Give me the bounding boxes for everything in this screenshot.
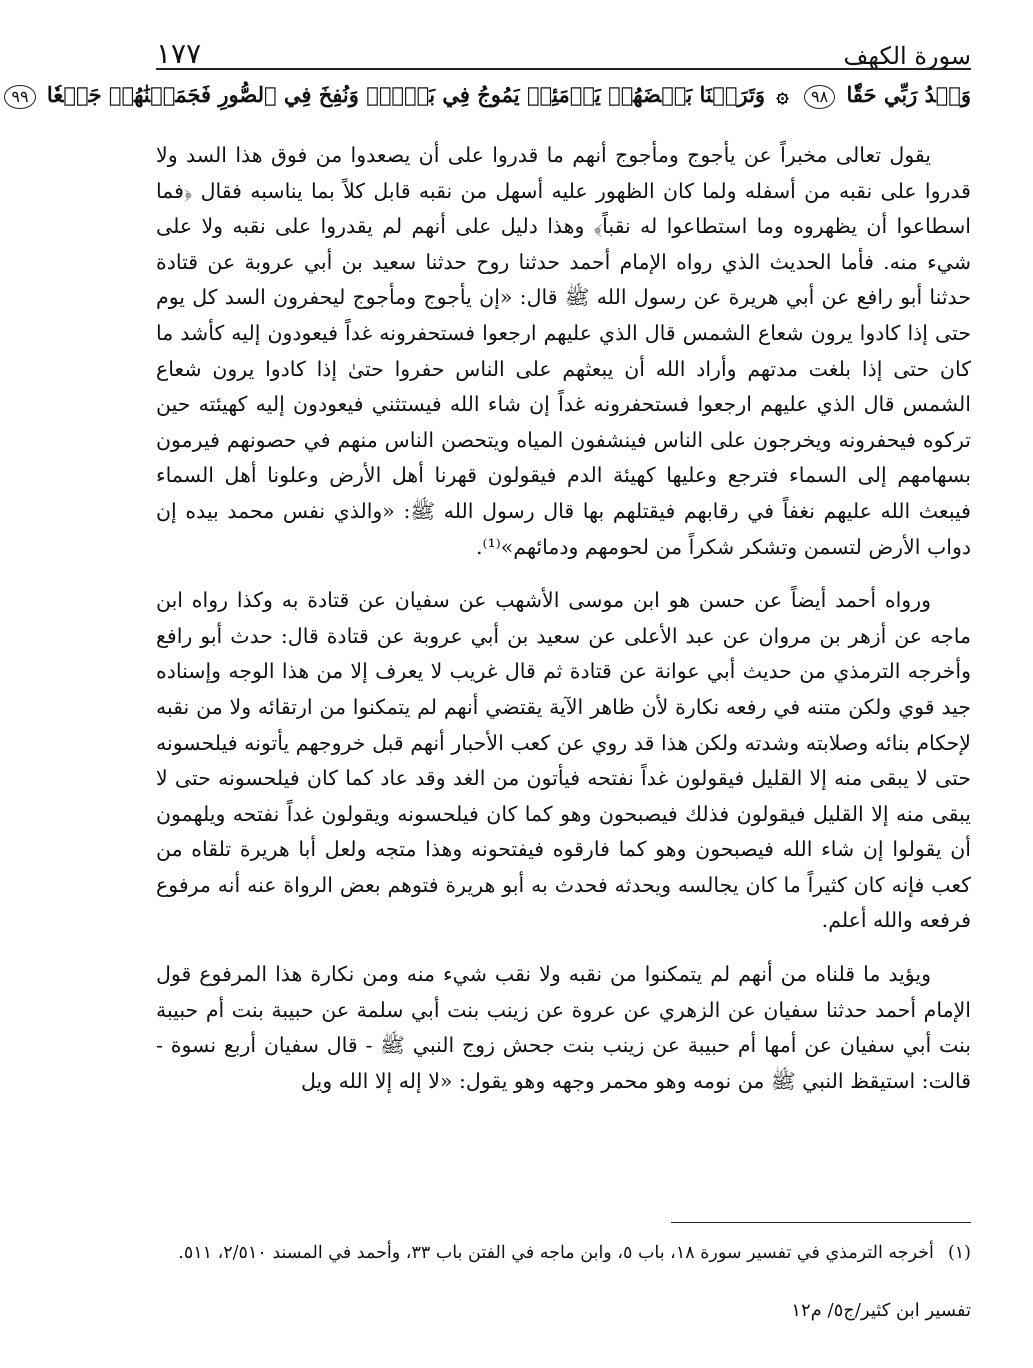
quran-verse-line <box>11 76 971 114</box>
page-footer-signature: تفسير ابن كثير/ج٥/ م١٢ <box>791 1300 971 1321</box>
verse-number-marker: ٩٨ <box>804 85 835 109</box>
page-number: ١٧٧ <box>156 37 202 70</box>
rub-el-hizb-icon: ۞ <box>776 82 789 107</box>
verse-text-part-1: وَعۡدُ رَبِّي حَقّٗا <box>846 82 971 107</box>
paragraph: ورواه أحمد أيضاً عن حسن هو ابن موسى الأشهب عن سفيان عن قتادة به وكذا رواه ابن ماجه عن أزهر بن مروان عن عبد الأعلى عن سعيد بن أبي عروبة عن قتادة قال: حدث أبو رافع وأخرجه الترمذي من حديث أبي عوانة عن قتادة ثم قال غريب لا يعرف إلا من هذا الوجه وإسناده جيد قوي ولكن متنه في رفعه نكارة لأن ظاهر الآية يقتضي أنهم لم يتمكنوا من ارتقائه ولا من نقبه لإحكام بنائه وصلابته وشدته ولكن هذا قد روي عن كعب الأحبار أنهم قبل خروجهم يأتونه فيلحسونه حتى لا يبقى منه إلا القليل فيقولون غداً نفتحه فيأتون من الغد وقد عاد كما كان فيلحسونه حتى لا يبقى منه إلا القليل فيقولون فذلك فيصبحون وهو كما كان فيلحسونه ويقولون غداً نفتحه ويلهمون أن يقولوا إن شاء الله فيصبحون وهو كما فارقوه فيفتحونه وهذا متجه ولعل أبا هريرة تلقاه من كعب فإنه كان كثيراً ما كان يجالسه ويحدثه فحدث به أبو هريرة فتوهم بعض الرواة عنه أنه مرفوع فرفعه والله أعلم. <box>156 588 971 933</box>
book-page <box>11 0 972 1368</box>
verse-text-part-2: وَتَرَكۡنَا بَعۡضَهُمۡ يَوۡمَئِذٖ يَمُوجُ فِي بَعۡضٖۖ وَنُفِخَ فِي ٱلصُّورِ فَجَمَعۡنَٰهُمۡ جَمۡعٗا <box>46 82 766 107</box>
commentary-body <box>156 138 971 1099</box>
footnote-marker: (١) <box>947 1243 971 1263</box>
paragraph: ويؤيد ما قلناه من أنهم لم يتمكنوا من نقبه ولا نقب شيء منه ومن نكارة هذا المرفوع قول الإمام أحمد حدثنا سفيان عن الزهري عن عروة عن زينب بنت أبي سلمة عن حبيبة بنت أم حبيبة بنت أبي سفيان عن أمها أم حبيبة عن زينب بنت جحش زوج النبي ﷺ - قال سفيان أربع نسوة - قالت: استيقظ النبي ﷺ من نومه وهو محمر وجهه وهو يقول: «لا إله إلا الله ويل <box>156 962 971 1093</box>
surah-title: سورة الكهف <box>843 42 971 70</box>
header-divider <box>156 68 971 70</box>
footnote-text: أخرجه الترمذي في تفسير سورة ١٨، باب ٥، وابن ماجه في الفتن باب ٣٣، وأحمد في المسند ٢/٥١٠، ٥١١. <box>178 1243 934 1263</box>
footnote-divider <box>671 1222 971 1223</box>
page-header <box>156 28 971 68</box>
footnote <box>156 1236 971 1270</box>
verse-number-marker: ٩٩ <box>4 85 35 109</box>
paragraph: يقول تعالى مخبراً عن يأجوج ومأجوج أنهم ما قدروا على أن يصعدوا من فوق هذا السد ولا قدروا على نقبه من أسفله ولما كان الظهور عليه أسهل من نقبه قابل كلاً بما يناسبه فقال ﴿فما اسطاعوا أن يظهروه وما استطاعوا له نقباً﴾ وهذا دليل على أنهم لم يقدروا على نقبه ولا على شيء منه. فأما الحديث الذي رواه الإمام أحمد حدثنا روح حدثنا سعيد بن أبي عروبة عن قتادة حدثنا أبو رافع عن أبي هريرة عن رسول الله ﷺ قال: «إن يأجوج ومأجوج ليحفرون السد كل يوم حتى إذا كادوا يرون شعاع الشمس قال الذي عليهم ارجعوا فستحفرونه غداً فيعودون إليه كأشد ما كان حتى إذا بلغت مدتهم وأراد الله أن يبعثهم على الناس حفروا حتىٰ إذا كادوا يرون شعاع الشمس قال الذي عليهم ارجعوا فستحفرونه غداً إن شاء الله فيستثني فيعودون إليه كهيئته حين تركوه فيحفرونه ويخرجون على الناس فينشفون المياه ويتحصن الناس منهم في حصونهم فيرمون بسهامهم إلى السماء فترجع وعليها كهيئة الدم فيقولون قهرنا أهل الأرض وعلونا أهل السماء فيبعث الله عليهم نغفاً في رقابهم فيقتلهم بها قال رسول الله ﷺ: «والذي نفس محمد بيده إن دواب الأرض لتسمن وتشكر شكراً من لحومهم ودمائهم»⁽¹⁾. <box>156 143 972 559</box>
